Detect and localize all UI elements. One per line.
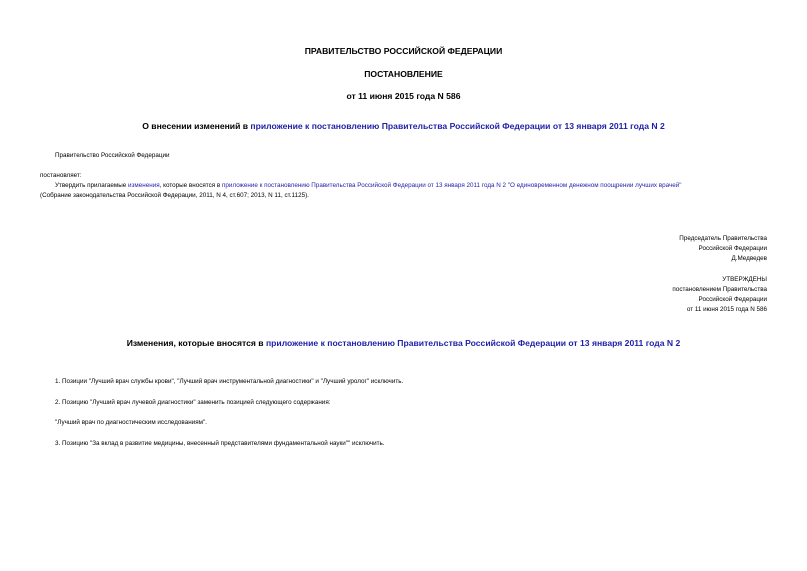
- signature-country: Российской Федерации: [698, 245, 767, 252]
- signature-position: Председатель Правительства: [679, 235, 767, 242]
- changes-title: [0, 338, 807, 348]
- decree-title-prefix: О внесении изменений в: [142, 121, 251, 131]
- item-2-quote: "Лучший врач по диагностическим исследованиям".: [55, 419, 207, 426]
- paragraph-1-start: Утвердить прилагаемые: [55, 182, 128, 189]
- signature-name: Д.Медведев: [731, 255, 767, 262]
- item-3: 3. Позицию "За вклад в развитие медицины, внесенный представителями фундаментальной науки"" исключить.: [55, 440, 385, 447]
- approved-by: постановлением Правительства: [672, 286, 767, 293]
- approved-country: Российской Федерации: [698, 296, 767, 303]
- changes-title-prefix: Изменения, которые вносятся в: [126, 338, 266, 348]
- item-2: 2. Позицию "Лучший врач лучевой диагностики" заменить позицией следующего содержания:: [55, 399, 331, 406]
- decree-title: [0, 121, 807, 131]
- decrees-word: постановляет:: [40, 172, 82, 179]
- item-1: 1. Позиции "Лучший врач службы крови", "Лучший врач инструментальной диагностики" и "Лучший уролог" исключить.: [55, 378, 404, 385]
- changes-title-link[interactable]: приложение к постановлению Правительства Российской Федерации от 13 января 2011 года N 2: [265, 338, 681, 348]
- document-type: ПОСТАНОВЛЕНИЕ: [364, 69, 443, 79]
- paragraph-1: [55, 181, 681, 191]
- changes-link[interactable]: изменения: [128, 182, 160, 189]
- government-line: Правительство Российской Федерации: [55, 152, 170, 159]
- document-date-number: от 11 июня 2015 года N 586: [346, 91, 461, 101]
- approved-label: УТВЕРЖДЕНЫ: [722, 276, 767, 283]
- decree-title-link[interactable]: приложение к постановлению Правительства Российской Федерации от 13 января 2011 года N 2: [250, 121, 665, 131]
- government-heading: ПРАВИТЕЛЬСТВО РОССИЙСКОЙ ФЕДЕРАЦИИ: [304, 46, 503, 56]
- paragraph-1-mid: , которые вносятся в: [159, 182, 223, 189]
- paragraph-1-end: (Собрание законодательства Российской Федерации, 2011, N 4, ст.607; 2013, N 11, ст.1125).: [40, 192, 309, 199]
- annex-link[interactable]: приложение к постановлению Правительства Российской Федерации от 13 января 2011 года N 2 "О единовременном денежном поощрении лучших врачей": [222, 182, 682, 189]
- approved-date: от 11 июня 2015 года N 586: [686, 306, 767, 313]
